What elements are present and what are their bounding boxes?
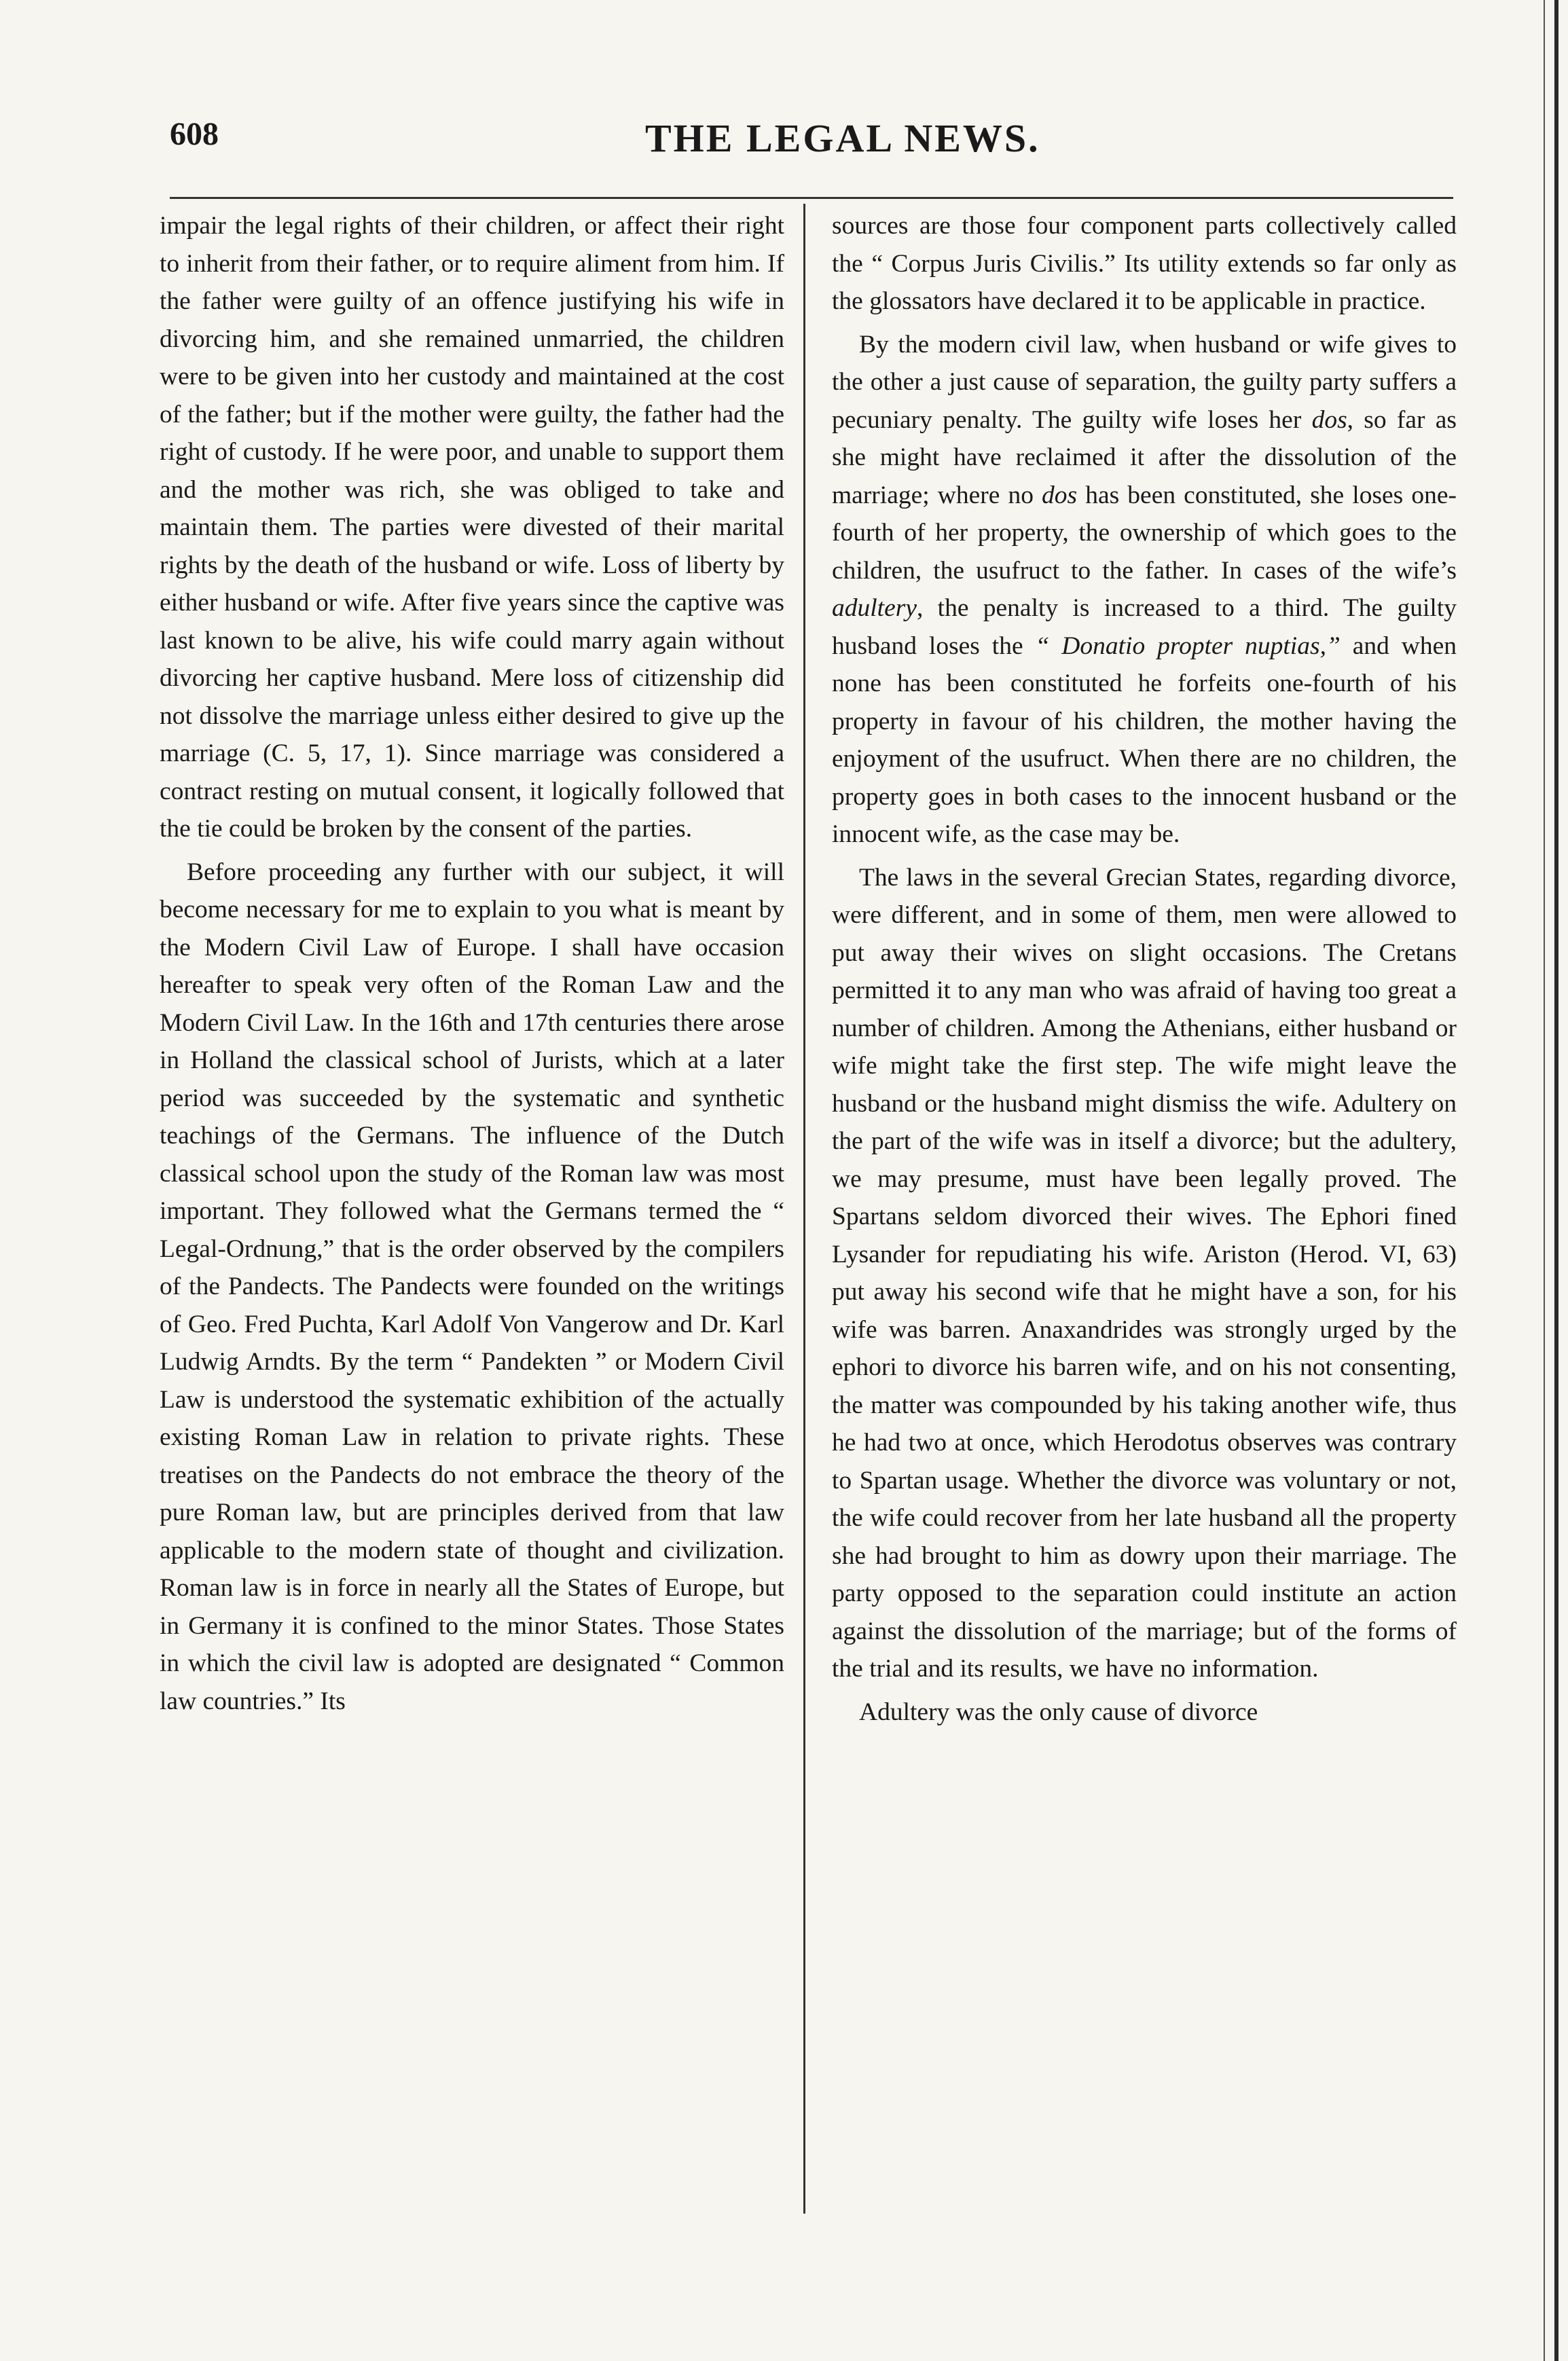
- right-paragraph-3: The laws in the several Grecian States, regarding divorce, were different, and in some of them, men were allowed to put away their wives on slight occasions. The Cretans permitted it to any man who was afraid of having too great a number of children. Among the Athenians, either husband or wife might take the first step. The wife might leave the husband or the husband might dismiss the wife. Adultery on the part of the wife was in itself a divorce; but the adultery, we may presume, must have been legally proved. The Spartans seldom divorced their wives. The Ephori fined Lysander for repudiating his wife. Ariston (Herod. VI, 63) put away his second wife that he might have a son, for his wife was barren. Anaxandrides was strongly urged by the ephori to divorce his barren wife, and on his not consenting, the matter was compounded by his taking another wife, thus he had two at once, which Herodotus observes was contrary to Spartan usage. Whether the divorce was voluntary or not, the wife could recover from her late husband all the property she had brought to him as dowry upon their marriage. The party opposed to the separation could institute an action against the dissolution of the marriage; but of the forms of the trial and its results, we have no information.: [832, 863, 1457, 1683]
- italic-term-dos: dos: [1311, 405, 1347, 434]
- italic-term-dos: dos: [1042, 481, 1078, 509]
- right-paragraph-1: sources are those four component parts collectively called the “ Corpus Juris Civilis.” Its utility extends so far only as the glossators have declared it to be applicable in practice.: [832, 212, 1457, 315]
- column-divider: [803, 204, 805, 2214]
- running-title: THE LEGAL NEWS.: [645, 116, 1040, 160]
- text-run: has been constituted, she loses one-fourth of her property, the ownership of which goes to the children, the usufruct to the father. In cases of the wife’s: [832, 481, 1457, 585]
- italic-term-adultery: adultery: [832, 594, 917, 622]
- right-column: [832, 207, 1457, 1731]
- right-paragraph-4: Adultery was the only cause of divorce: [859, 1698, 1258, 1726]
- text-run: , so far as she might have reclaimed it after the dissolution of the marriage; where no: [832, 405, 1457, 509]
- page-header: [170, 102, 1460, 177]
- italic-term-donatio: “ Donatio propter nuptias,”: [1035, 632, 1341, 660]
- page-edge: [1554, 0, 1558, 2361]
- page-edge-line: [1544, 0, 1545, 2361]
- left-paragraph-2: Before proceeding any further with our subject, it will become necessary for me to explain to you what is meant by the Modern Civil Law of Europe. I shall have occasion hereafter to speak very often of the Roman Law and the Modern Civil Law. In the 16th and 17th centuries there arose in Holland the classical school of Jurists, which at a later period was succeeded by the systematic and synthetic teachings of the Germans. The influence of the Dutch classical school upon the study of the Roman law was most important. They followed what the Germans termed the “ Legal-Ordnung,” that is the order observed by the compilers of the Pandects. The Pandects were founded on the writings of Geo. Fred Puchta, Karl Adolf Von Vangerow and Dr. Karl Ludwig Arndts. By the term “ Pandekten ” or Modern Civil Law is understood the systematic exhibition of the actually existing Roman Law in relation to private rights. These treatises on the Pandects do not embrace the theory of the pure Roman law, but are principles derived from that law applicable to the modern state of thought and civilization. Roman law is in force in nearly all the States of Europe, but in Germany it is confined to the minor States. Those States in which the civil law is adopted are designated “ Common law countries.” Its: [160, 858, 784, 1715]
- left-paragraph-1: impair the legal rights of their children, or affect their right to inherit from their father, or to require aliment from him. If the father were guilty of an offence justifying his wife in divorcing him, and she remained unmarried, the children were to be given into her custody and maintained at the cost of the father; but if the mother were guilty, the father had the right of custody. If he were poor, and unable to support them and the mother was rich, she was obliged to take and maintain them. The parties were divested of their marital rights by the death of the husband or wife. Loss of liberty by either husband or wife. After five years since the captive was last known to be alive, his wife could marry again without divorcing her captive husband. Mere loss of citizenship did not dissolve the marriage unless either desired to give up the marriage (C. 5, 17, 1). Since marriage was considered a contract resting on mutual consent, it logically followed that the tie could be broken by the consent of the parties.: [160, 212, 784, 843]
- page-number: 608: [170, 116, 219, 152]
- text-run: , the penalty is increased to a third. The guilty husband loses the: [832, 594, 1457, 660]
- left-column: [160, 207, 784, 1720]
- text-run: By the modern civil law, when husband or wife gives to the other a just cause of separation, the guilty party suffers a pecuniary penalty. The guilty wife loses her: [832, 330, 1457, 434]
- right-paragraph-2: [832, 326, 1457, 854]
- header-rule: [170, 197, 1453, 199]
- text-run: and when none has been constituted he forfeits one-fourth of his property in favour of his children, the mother having the enjoyment of the usufruct. When there are no children, the property goes in both cases to the innocent husband or the innocent wife, as the case may be.: [832, 632, 1457, 848]
